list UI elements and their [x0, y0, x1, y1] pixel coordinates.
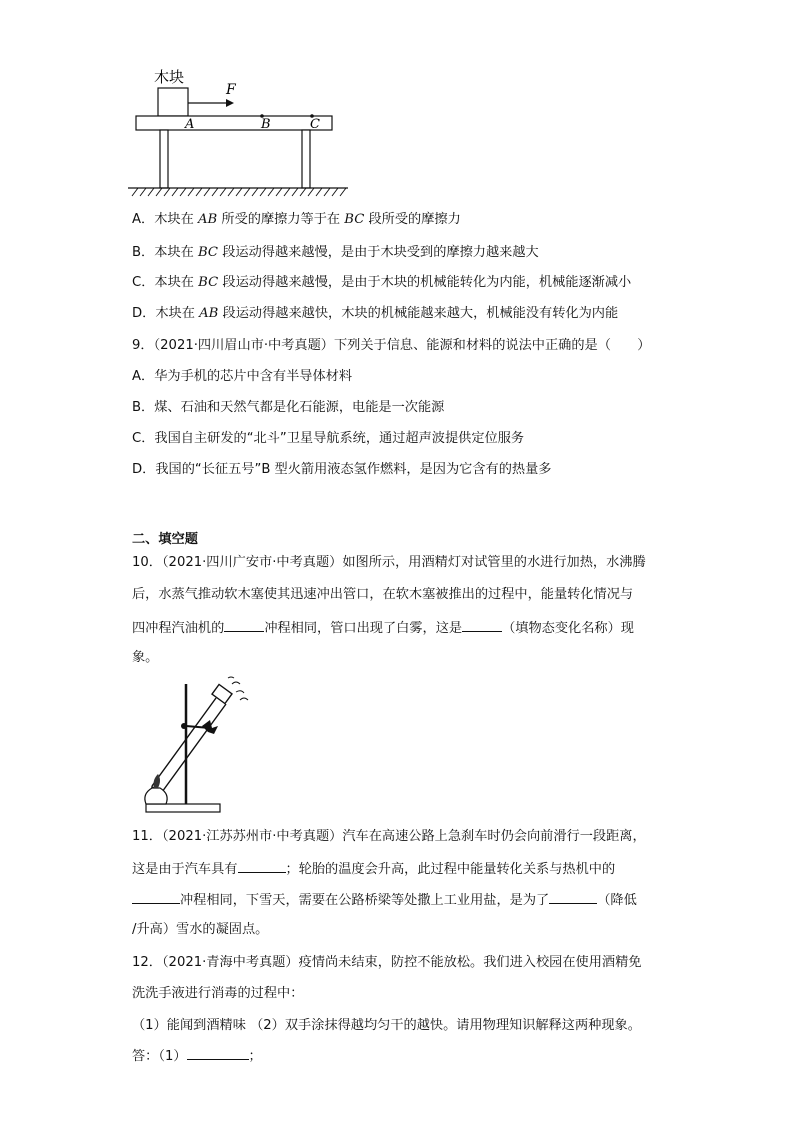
- q8-option-b: B．本块在 BC 段运动得越来越慢，是由于木块受到的摩擦力越来越大: [132, 245, 539, 260]
- q12-line3: （1）能闻到酒精味 （2）双手涂抹得越均匀干的越快。请用物理知识解释这两种现象。: [132, 1018, 641, 1033]
- clamp-butterfly: [202, 720, 218, 734]
- q10-line1: 10．（2021·四川广安市·中考真题）如图所示，用酒精灯对试管里的水进行加热，水沸腾: [132, 555, 646, 570]
- q11-blank-1[interactable]: [238, 858, 286, 873]
- clamp-knob: [181, 723, 187, 729]
- q9-stem: 9．（2021·四川眉山市·中考真题）下列关于信息、能源和材料的说法中正确的是（ ）: [132, 338, 651, 353]
- test-tube-heating-figure: [140, 676, 260, 818]
- point-c-label: C: [310, 117, 320, 132]
- q10-blank-1[interactable]: [224, 617, 264, 632]
- q10-blank-2[interactable]: [462, 617, 502, 632]
- q12-line4: 答：（1） ；: [132, 1045, 262, 1067]
- q8-option-a: A．木块在 AB 所受的摩擦力等于在 BC 段所受的摩擦力: [132, 212, 461, 227]
- ground-hatching: [132, 188, 346, 196]
- point-b-label: B: [261, 117, 271, 132]
- alcohol-lamp: [145, 788, 167, 804]
- q10-line4: 象。: [132, 650, 159, 665]
- section-title-fill-in: 二、填空题: [132, 532, 198, 547]
- q12-answer-blank-1[interactable]: [187, 1045, 249, 1060]
- stand-base: [146, 804, 220, 812]
- q11-blank-2[interactable]: [132, 889, 180, 904]
- force-label: F: [226, 82, 236, 98]
- q9-option-c: C．我国自主研发的“北斗”卫星导航系统，通过超声波提供定位服务: [132, 431, 525, 446]
- q9-option-d: D．我国的“长征五号”B 型火箭用液态氢作燃料，是因为它含有的热量多: [132, 462, 552, 477]
- q11-blank-3[interactable]: [549, 889, 597, 904]
- q10-line3: 四冲程汽油机的 冲程相同，管口出现了白雾，这是 （填物态变化名称）现: [132, 617, 634, 639]
- table-leg-right: [302, 130, 310, 188]
- q10-line2: 后，水蒸气推动软木塞使其迅速冲出管口，在软木塞被推出的过程中，能量转化情况与: [132, 587, 634, 602]
- q9-option-a: A．华为手机的芯片中含有半导体材料: [132, 369, 353, 384]
- q9-option-b: B．煤、石油和天然气都是化石能源，电能是一次能源: [132, 400, 445, 415]
- q12-line2: 洗洗手液进行消毒的过程中：: [132, 986, 304, 1001]
- block-table-figure: [128, 62, 358, 202]
- q8-option-c: C．本块在 BC 段运动得越来越慢，是由于木块的机械能转化为内能，机械能逐渐减小: [132, 275, 632, 290]
- test-tube: [152, 684, 232, 794]
- force-arrow-head: [226, 99, 234, 107]
- wooden-block: [158, 88, 188, 116]
- point-a-label: A: [185, 117, 195, 132]
- q11-line3: 冲程相同，下雪天，需要在公路桥梁等处撒上工业用盐，是为了 （降低: [132, 889, 637, 911]
- q11-line4: /升高）雪水的凝固点。: [132, 922, 269, 937]
- q11-line2: 这是由于汽车具有 ；轮胎的温度会升高，此过程中能量转化关系与热机中的: [132, 858, 615, 880]
- table-leg-left: [160, 130, 168, 188]
- flame: [154, 774, 161, 788]
- q11-line1: 11．（2021·江苏苏州市·中考真题）汽车在高速公路上急刹车时仍会向前滑行一段距离，: [132, 829, 646, 844]
- q8-option-d: D．木块在 AB 段运动得越来越快，木块的机械能越来越大，机械能没有转化为内能: [132, 306, 619, 321]
- table-top: [136, 116, 332, 130]
- q12-line1: 12．（2021·青海中考真题）疫情尚未结束，防控不能放松。我们进入校园在使用酒精免: [132, 955, 642, 970]
- steam-marks: [228, 677, 248, 700]
- block-label: 木块: [154, 68, 185, 86]
